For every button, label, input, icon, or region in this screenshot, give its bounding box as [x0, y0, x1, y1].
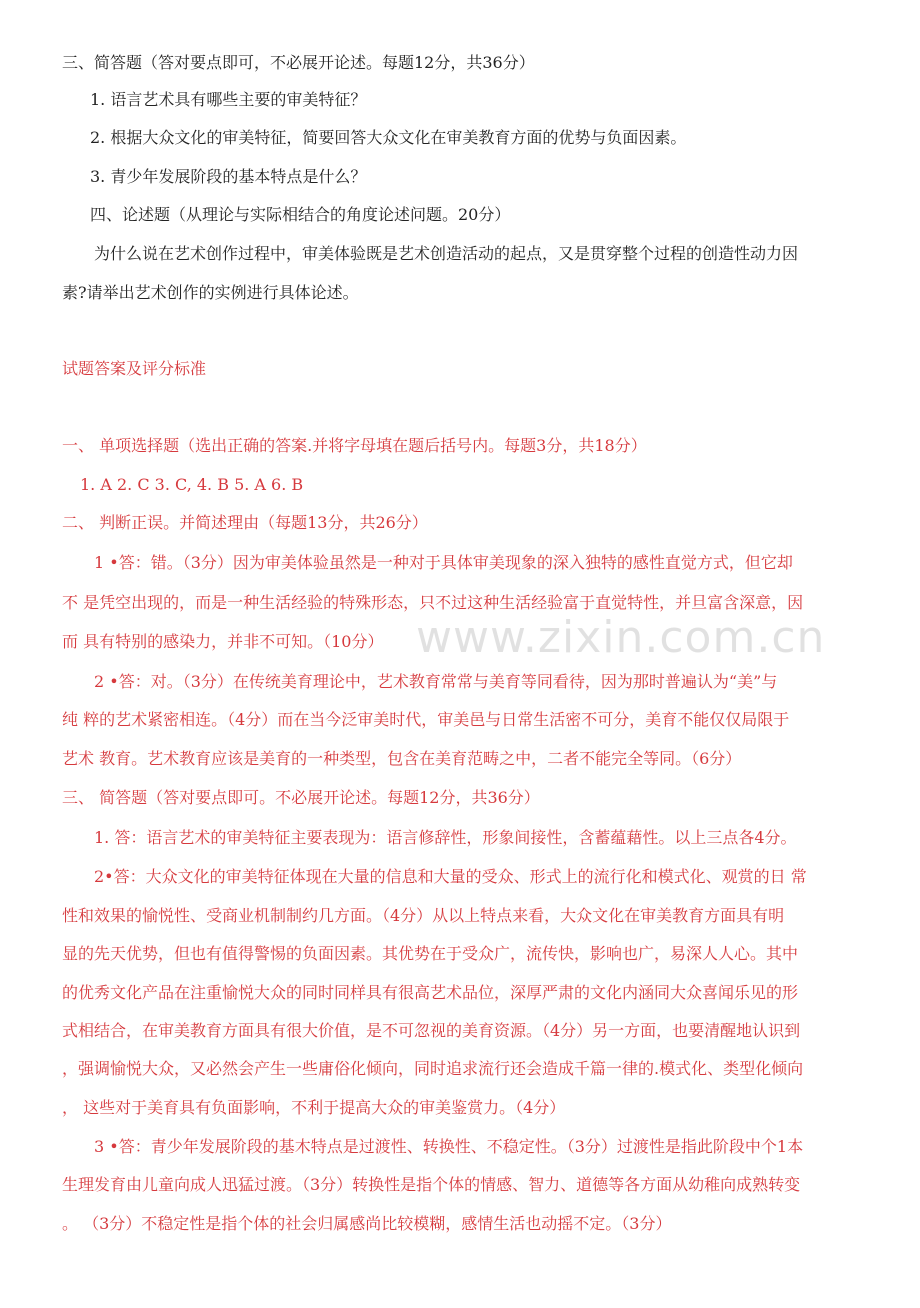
answers-section1-list: 1. A 2. C 3. C, 4. B 5. A 6. B	[80, 475, 304, 494]
answers-section1-heading: 一、 单项选择题（选出正确的答案.并将字母填在题后括号内。每题3分，共18分）	[62, 436, 647, 455]
answer-2-1-line-3: 而 具有特别的感染力，并非不可知。（10分）	[62, 632, 384, 651]
answers-section3-heading: 三、 简答题（答对要点即可。不必展开论述。每题12分，共36分）	[62, 788, 540, 807]
question-3-3: 3. 青少年发展阶段的基本特点是什么？	[90, 167, 367, 186]
answer-3-2-line-5: 式相结合，在审美教育方面具有很大价值，是不可忽视的美育资源。（4分）另一方面，也要清醒地认识到	[62, 1021, 801, 1040]
question-4-line-2: 素?请举出艺术创作的实例进行具体论述。	[62, 283, 359, 302]
answer-3-2-line-7: ， 这些对于美育具有负面影响，不利于提高大众的审美鉴赏力。（4分）	[62, 1098, 566, 1117]
question-3-1: 1. 语言艺术具有哪些主要的审美特征？	[90, 90, 367, 109]
answer-3-3-line-2: 生理发育由儿童向成人迅猛过渡。（3分）转换性是指个体的情感、智力、道德等各方面从幼稚向成熟转变	[62, 1175, 801, 1194]
answer-3-2-line-3: 显的先天优势，但也有值得警惕的负面因素。其优势在于受众广，流传快，影响也广，易深人人心。其中	[62, 944, 799, 963]
question-3-2: 2. 根据大众文化的审美特征，简要回答大众文化在审美教育方面的优势与负面因素。	[90, 128, 687, 147]
answer-2-2-line-2: 纯 粹的艺术紧密相连。（4分）而在当今泛审美时代，审美邑与日常生活密不可分，美育不能仅仅局限于	[62, 710, 790, 729]
answer-2-1-line-1: 1 •答：错。（3分）因为审美体验虽然是一种对于具体审美现象的深入独特的感性直觉方式，但它却	[94, 553, 793, 572]
answer-3-2-line-2: 性和效果的愉悦性、受商业机制制约几方面。（4分）从以上特点来看，大众文化在审美教育方面具有明	[62, 906, 785, 925]
answer-3-3-line-1: 3 •答：青少年发展阶段的基木特点是过渡性、转换性、不稳定性。（3分）过渡性是指此阶段中个1本	[94, 1137, 804, 1156]
answers-title: 试题答案及评分标准	[62, 359, 207, 378]
answer-3-3-line-3: 。 （3分）不稳定性是指个体的社会归属感尚比较模糊，感情生活也动摇不定。（3分）	[62, 1214, 672, 1233]
answer-2-2-line-1: 2 •答：对。（3分）在传统美育理论中，艺术教育常常与美育等同看待，因为那时普遍认为“美”与	[94, 672, 778, 691]
section4-heading: 四、论述题（从理论与实际相结合的角度论述问题。20分）	[90, 205, 511, 224]
answer-2-2-line-3: 艺术 教育。艺术教育应该是美育的一种类型，包含在美育范畴之中，二者不能完全等同。（6分）	[62, 749, 742, 768]
answer-3-2-line-6: ，强调愉悦大众，又必然会产生一些庸俗化倾向，同时追求流行还会造成千篇一律的.模式化、类型化倾向	[62, 1059, 804, 1078]
section3-heading: 三、简答题（答对要点即可，不必展开论述。每题12分，共36分）	[62, 53, 535, 72]
answer-2-1-line-2: 不 是凭空出现的，而是一种生活经验的特殊形态，只不过这种生活经验富于直觉特性，并旦富含深意，因	[62, 593, 804, 612]
answer-3-1: 1. 答：语言艺术的审美特征主要表现为：语言修辞性，形象间接性，含蓄蕴藉性。以上三点各4分。	[94, 828, 797, 847]
watermark: www.zixin.com.cn	[416, 612, 826, 663]
answers-section2-heading: 二、 判断正误。并简述理由（每题13分，共26分）	[62, 513, 428, 532]
question-4-line-1: 为什么说在艺术创作过程中，审美体验既是艺术创造活动的起点，又是贯穿整个过程的创造性动力因	[94, 244, 799, 263]
answer-3-2-line-4: 的优秀文化产品在注重愉悦大众的同时同样具有很高艺术品位，深厚严肃的文化内涵同大众喜闻乐见的形	[62, 983, 799, 1002]
answer-3-2-line-1: 2•答：大众文化的审美特征体现在大量的信息和大量的受众、形式上的流行化和模式化、观赏的日 常	[94, 867, 807, 886]
